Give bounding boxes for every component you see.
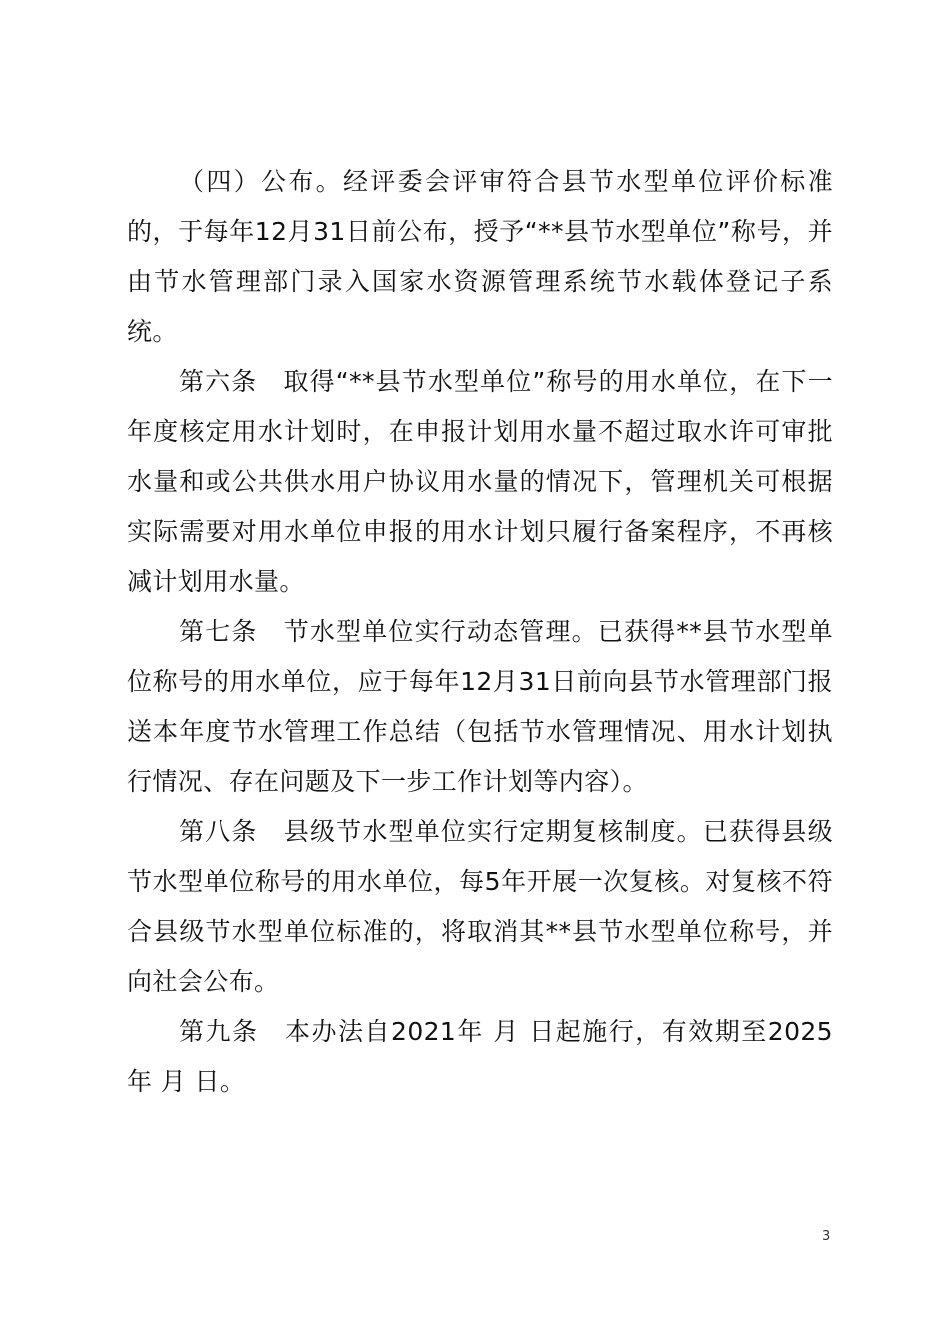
paragraph-article-6: 第六条 取得“**县节水型单位”称号的用水单位，在下一年度核定用水计划时，在申报计划用水量不超过取水许可审批水量和或公共供水用户协议用水量的情况下，管理机关可根据实际需要对用水单位申报的用水计划只履行备案程序，不再核减计划用水量。 — [127, 367, 833, 596]
paragraph-article-7: 第七条 节水型单位实行动态管理。已获得**县节水型单位称号的用水单位，应于每年12月31日前向县节水管理部门报送本年度节水管理工作总结（包括节水管理情况、用水计划执行情况、存在问题及下一步工作计划等内容）。 — [127, 617, 833, 796]
document-body — [127, 157, 833, 1107]
paragraph-article-9: 第九条 本办法自2021年 月 日起施行，有效期至2025年 月 日。 — [127, 1017, 833, 1096]
page-number: 3 — [822, 1229, 831, 1244]
paragraph-article-8: 第八条 县级节水型单位实行定期复核制度。已获得县级节水型单位称号的用水单位，每5年开展一次复核。对复核不符合县级节水型单位标准的，将取消其**县节水型单位称号，并向社会公布。 — [127, 817, 833, 996]
paragraph-publication: （四）公布。经评委会评审符合县节水型单位评价标准的，于每年12月31日前公布，授予“**县节水型单位”称号，并由节水管理部门录入国家水资源管理系统节水载体登记子系统。 — [127, 167, 833, 346]
